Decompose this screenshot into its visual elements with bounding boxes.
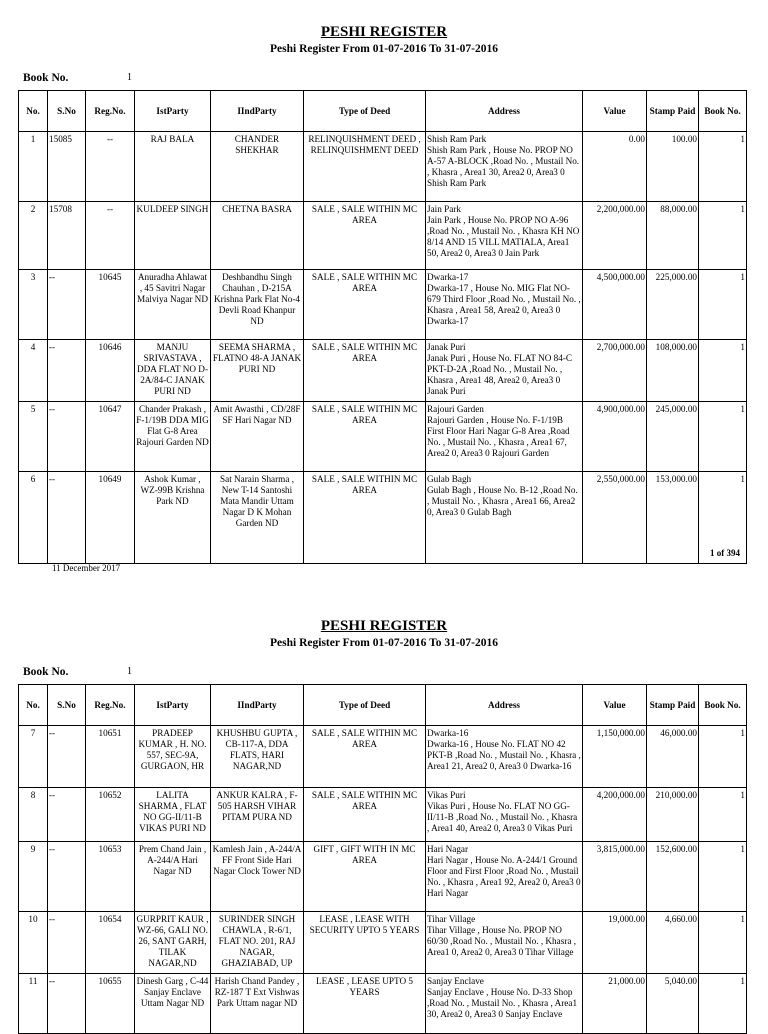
cell-address: Shish Ram Park Shish Ram Park , House No. PROP NO A-57 A-BLOCK ,Road No. , Mustail No. , Khasra , Area1 30, Area2 0, Area3 0 Shish Ram Park (426, 132, 583, 202)
cell-stamp-paid: 5,040.00 (647, 974, 699, 1034)
print-date: 11 December 2017 (52, 563, 121, 573)
table-row (19, 402, 747, 472)
cell-deed-type: SALE , SALE WITHIN MC AREA (304, 472, 426, 564)
cell-value: 0.00 (583, 132, 647, 202)
cell-no: 7 (19, 726, 48, 788)
table-row (19, 788, 747, 842)
cell-first-party: RAJ BALA (135, 132, 211, 202)
cell-deed-type: SALE , SALE WITHIN MC AREA (304, 402, 426, 472)
book-no-label: Book No. (23, 666, 69, 678)
cell-value: 2,550,000.00 (583, 472, 647, 564)
cell-second-party: Deshbandhu Singh Chauhan , D-215A Krishna Park Flat No-4 Devli Road Khanpur ND (211, 270, 304, 340)
cell-regno: 10653 (86, 842, 135, 912)
cell-first-party: Dinesh Garg , C-44 Sanjay Enclave Uttam Nagar ND (135, 974, 211, 1034)
cell-sno: -- (48, 340, 86, 402)
cell-no: 4 (19, 340, 48, 402)
register-table (18, 90, 747, 564)
col-header-value: Value (583, 91, 647, 132)
cell-first-party: MANJU SRIVASTAVA , DDA FLAT NO D-2A/84-C JANAK PURI ND (135, 340, 211, 402)
col-header-stamp-paid: Stamp Paid (647, 91, 699, 132)
cell-sno: 15708 (48, 202, 86, 270)
register-table (18, 684, 747, 1034)
cell-first-party: Prem Chand Jain , A-244/A Hari Nagar ND (135, 842, 211, 912)
cell-book-no: 1 (699, 202, 747, 270)
book-no-value: 1 (127, 666, 132, 677)
col-header-sno: S.No (48, 685, 86, 726)
cell-second-party: Sat Narain Sharma , New T-14 Santoshi Mata Mandir Uttam Nagar D K Mohan Garden ND (211, 472, 304, 564)
page-indicator: 1 of 394 (710, 548, 740, 558)
cell-address: Jain Park Jain Park , House No. PROP NO A-96 ,Road No. , Mustail No. , Khasra KH NO 8/14 AND 15 VILL MATIALA, Area1 50, Area2 0, Area3 0 Jain Park (426, 202, 583, 270)
cell-value: 19,000.00 (583, 912, 647, 974)
cell-value: 2,700,000.00 (583, 340, 647, 402)
cell-regno: -- (86, 202, 135, 270)
page-title: PESHI REGISTER (320, 24, 448, 40)
cell-sno: -- (48, 402, 86, 472)
cell-address: Rajouri Garden Rajouri Garden , House No. F-1/19B First Floor Hari Nagar G-8 Area ,Road No. , Mustail No. , Khasra , Area1 67, Area2 0, Area3 0 Rajouri Garden (426, 402, 583, 472)
cell-no: 3 (19, 270, 48, 340)
cell-second-party: ANKUR KALRA , F-505 HARSH VIHAR PITAM PURA ND (211, 788, 304, 842)
cell-first-party: Chander Prakash , F-1/19B DDA MIG Flat G-8 Area Rajouri Garden ND (135, 402, 211, 472)
table-row (19, 912, 747, 974)
cell-sno: -- (48, 472, 86, 564)
table-row (19, 270, 747, 340)
cell-regno: 10646 (86, 340, 135, 402)
cell-sno: -- (48, 912, 86, 974)
table-header-row (19, 91, 747, 132)
col-header-deed-type: Type of Deed (304, 685, 426, 726)
cell-no: 10 (19, 912, 48, 974)
cell-book-no: 1 (699, 472, 747, 564)
cell-address: Janak Puri Janak Puri , House No. FLAT NO 84-C PKT-D-2A ,Road No. , Mustail No. , Khasra , Area1 48, Area2 0, Area3 0 Janak Puri (426, 340, 583, 402)
cell-second-party: Kamlesh Jain , A-244/A FF Front Side Hari Nagar Clock Tower ND (211, 842, 304, 912)
book-no-label: Book No. (23, 72, 69, 84)
cell-book-no: 1 (699, 974, 747, 1034)
cell-book-no: 1 (699, 726, 747, 788)
cell-stamp-paid: 225,000.00 (647, 270, 699, 340)
cell-first-party: Anuradha Ahlawat , 45 Savitri Nagar Malviya Nagar ND (135, 270, 211, 340)
cell-no: 1 (19, 132, 48, 202)
cell-second-party: Harish Chand Pandey , RZ-187 T Ext Vishwas Park Uttam nagar ND (211, 974, 304, 1034)
cell-deed-type: LEASE , LEASE UPTO 5 YEARS (304, 974, 426, 1034)
cell-first-party: PRADEEP KUMAR , H. NO. 557, SEC-9A, GURGAON, HR (135, 726, 211, 788)
page-subtitle: Peshi Register From 01-07-2016 To 31-07-2016 (270, 637, 498, 649)
cell-value: 3,815,000.00 (583, 842, 647, 912)
cell-stamp-paid: 100.00 (647, 132, 699, 202)
cell-address: Gulab Bagh Gulab Bagh , House No. B-12 ,Road No. , Mustail No. , Khasra , Area1 66, Area2 0, Area3 0 Gulab Bagh (426, 472, 583, 564)
cell-first-party: LALITA SHARMA , FLAT NO GG-II/11-B VIKAS PURI ND (135, 788, 211, 842)
cell-sno: 15085 (48, 132, 86, 202)
cell-address: Vikas Puri Vikas Puri , House No. FLAT NO GG-II/11-B ,Road No. , Mustail No. , Khasra , Area1 40, Area2 0, Area3 0 Vikas Puri (426, 788, 583, 842)
table-row (19, 340, 747, 402)
table-row (19, 974, 747, 1034)
cell-deed-type: SALE , SALE WITHIN MC AREA (304, 270, 426, 340)
book-no-value: 1 (127, 72, 132, 83)
cell-deed-type: SALE , SALE WITHIN MC AREA (304, 340, 426, 402)
table-row (19, 842, 747, 912)
col-header-address: Address (426, 685, 583, 726)
cell-first-party: GURPRIT KAUR , WZ-66, GALI NO. 26, SANT GARH, TILAK NAGAR,ND (135, 912, 211, 974)
cell-value: 1,150,000.00 (583, 726, 647, 788)
cell-second-party: SEEMA SHARMA , FLATNO 48-A JANAK PURI ND (211, 340, 304, 402)
cell-stamp-paid: 46,000.00 (647, 726, 699, 788)
col-header-no: No. (19, 685, 48, 726)
cell-sno: -- (48, 974, 86, 1034)
cell-book-no: 1 (699, 842, 747, 912)
cell-sno: -- (48, 726, 86, 788)
cell-sno: -- (48, 788, 86, 842)
cell-value: 4,500,000.00 (583, 270, 647, 340)
cell-second-party: CHETNA BASRA (211, 202, 304, 270)
cell-book-no: 1 (699, 270, 747, 340)
cell-stamp-paid: 152,600.00 (647, 842, 699, 912)
cell-address: Hari Nagar Hari Nagar , House No. A-244/1 Ground Floor and First Floor ,Road No. , Mustail No. , Khasra , Area1 92, Area2 0, Area3 0 Hari Nagar (426, 842, 583, 912)
cell-second-party: Amit Awasthi , CD/28F SF Hari Nagar ND (211, 402, 304, 472)
cell-deed-type: SALE , SALE WITHIN MC AREA (304, 202, 426, 270)
table-row (19, 726, 747, 788)
cell-regno: 10649 (86, 472, 135, 564)
cell-first-party: KULDEEP SINGH (135, 202, 211, 270)
cell-stamp-paid: 153,000.00 (647, 472, 699, 564)
col-header-book-no: Book No. (699, 685, 747, 726)
cell-address: Dwarka-16 Dwarka-16 , House No. FLAT NO 42 PKT-B ,Road No. , Mustail No. , Khasra , Area1 21, Area2 0, Area3 0 Dwarka-16 (426, 726, 583, 788)
cell-value: 21,000.00 (583, 974, 647, 1034)
table-row (19, 202, 747, 270)
col-header-book-no: Book No. (699, 91, 747, 132)
cell-book-no: 1 (699, 132, 747, 202)
cell-sno: -- (48, 842, 86, 912)
col-header-address: Address (426, 91, 583, 132)
cell-regno: 10655 (86, 974, 135, 1034)
cell-deed-type: RELINQUISHMENT DEED , RELINQUISHMENT DEED (304, 132, 426, 202)
cell-stamp-paid: 108,000.00 (647, 340, 699, 402)
cell-book-no: 1 (699, 340, 747, 402)
col-header-stamp-paid: Stamp Paid (647, 685, 699, 726)
page-title: PESHI REGISTER (320, 618, 448, 634)
cell-value: 4,900,000.00 (583, 402, 647, 472)
cell-value: 4,200,000.00 (583, 788, 647, 842)
col-header-sno: S.No (48, 91, 86, 132)
cell-stamp-paid: 210,000.00 (647, 788, 699, 842)
cell-no: 2 (19, 202, 48, 270)
cell-second-party: KHUSHBU GUPTA , CB-117-A, DDA FLATS, HARI NAGAR,ND (211, 726, 304, 788)
cell-address: Sanjay Enclave Sanjay Enclave , House No. D-33 Shop ,Road No. , Mustail No. , Khasra , Area1 30, Area2 0, Area3 0 Sanjay Enclave (426, 974, 583, 1034)
col-header-first-party: IstParty (135, 685, 211, 726)
cell-address: Dwarka-17 Dwarka-17 , House No. MIG Flat NO-679 Third Floor ,Road No. , Mustail No. , Khasra , Area1 58, Area2 0, Area3 0 Dwarka-17 (426, 270, 583, 340)
cell-no: 9 (19, 842, 48, 912)
cell-regno: 10654 (86, 912, 135, 974)
table-row (19, 132, 747, 202)
cell-no: 11 (19, 974, 48, 1034)
col-header-regno: Reg.No. (86, 685, 135, 726)
col-header-second-party: IIndParty (211, 91, 304, 132)
col-header-no: No. (19, 91, 48, 132)
cell-first-party: Ashok Kumar , WZ-99B Krishna Park ND (135, 472, 211, 564)
cell-no: 6 (19, 472, 48, 564)
cell-regno: 10645 (86, 270, 135, 340)
cell-book-no: 1 (699, 788, 747, 842)
cell-deed-type: GIFT , GIFT WITH IN MC AREA (304, 842, 426, 912)
cell-regno: 10647 (86, 402, 135, 472)
table-row (19, 472, 747, 564)
cell-second-party: SURINDER SINGH CHAWLA , R-6/1, FLAT NO. 201, RAJ NAGAR, GHAZIABAD, UP (211, 912, 304, 974)
cell-deed-type: LEASE , LEASE WITH SECURITY UPTO 5 YEARS (304, 912, 426, 974)
cell-value: 2,200,000.00 (583, 202, 647, 270)
cell-regno: -- (86, 132, 135, 202)
cell-stamp-paid: 4,660.00 (647, 912, 699, 974)
cell-stamp-paid: 245,000.00 (647, 402, 699, 472)
col-header-second-party: IIndParty (211, 685, 304, 726)
cell-book-no: 1 (699, 402, 747, 472)
cell-no: 5 (19, 402, 48, 472)
cell-second-party: CHANDER SHEKHAR (211, 132, 304, 202)
page-subtitle: Peshi Register From 01-07-2016 To 31-07-2016 (270, 43, 498, 55)
cell-sno: -- (48, 270, 86, 340)
col-header-first-party: IstParty (135, 91, 211, 132)
cell-regno: 10652 (86, 788, 135, 842)
cell-regno: 10651 (86, 726, 135, 788)
cell-no: 8 (19, 788, 48, 842)
table-header-row (19, 685, 747, 726)
cell-address: Tihar Village Tihar Village , House No. PROP NO 60/30 ,Road No. , Mustail No. , Khasra , Area1 0, Area2 0, Area3 0 Tihar Village (426, 912, 583, 974)
cell-stamp-paid: 88,000.00 (647, 202, 699, 270)
cell-book-no: 1 (699, 912, 747, 974)
col-header-regno: Reg.No. (86, 91, 135, 132)
col-header-deed-type: Type of Deed (304, 91, 426, 132)
cell-deed-type: SALE , SALE WITHIN MC AREA (304, 726, 426, 788)
col-header-value: Value (583, 685, 647, 726)
cell-deed-type: SALE , SALE WITHIN MC AREA (304, 788, 426, 842)
